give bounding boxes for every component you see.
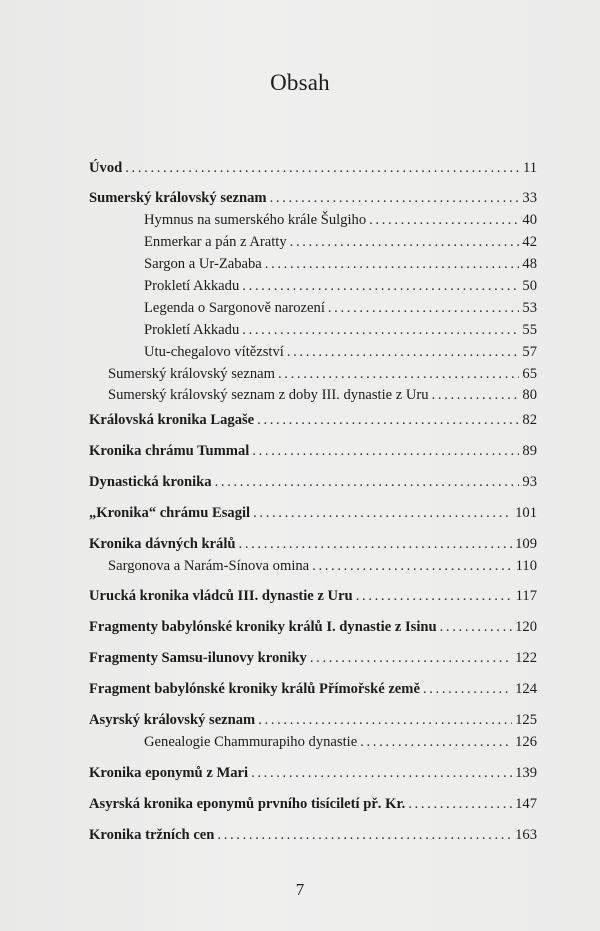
- toc-entry-page: 33: [522, 190, 537, 206]
- toc-entry: [89, 503, 537, 523]
- dot-leader: [239, 534, 513, 554]
- dot-leader: [310, 648, 512, 668]
- toc-entry-title: Sumerský královský seznam: [89, 190, 267, 206]
- toc-entry: [108, 556, 537, 576]
- dot-leader: [440, 617, 512, 637]
- dot-leader: [253, 503, 512, 523]
- dot-leader: [125, 158, 520, 178]
- toc-entry: [89, 586, 537, 606]
- toc-entry-page: 163: [515, 827, 537, 843]
- toc-entry-page: 57: [522, 344, 537, 360]
- page-title: Obsah: [270, 70, 330, 95]
- dot-leader: [287, 342, 520, 362]
- dot-leader: [312, 556, 512, 576]
- toc-entry: [89, 534, 537, 554]
- toc-entry-page: 122: [515, 650, 537, 666]
- toc-entry: [89, 679, 537, 699]
- toc-entry-title: Asyrský královský seznam: [89, 712, 256, 728]
- toc-entry-page: 110: [515, 558, 537, 574]
- dot-leader: [369, 210, 519, 230]
- toc-entry-title: Sumerský královský seznam: [108, 366, 275, 382]
- toc-entry-title: Sargon a Ur-Zababa: [144, 256, 262, 272]
- toc-entry-title: Královská kronika Lagaše: [89, 412, 255, 428]
- toc-entry-title: Fragmenty babylónské kroniky králů I. dynastie z Isinu: [89, 619, 437, 635]
- toc-entry-title: Utu-chegalovo vítězství: [144, 344, 284, 360]
- toc-entry-title: Dynastická kronika: [89, 474, 212, 490]
- toc-entry-page: 120: [515, 619, 537, 635]
- toc-entry-page: 109: [515, 536, 537, 552]
- toc-entry-title: Kronika tržních cen: [89, 827, 215, 843]
- toc-entry: [89, 441, 537, 461]
- toc-entry: [89, 188, 537, 208]
- toc-entry-page: 40: [522, 212, 537, 228]
- toc-entry-page: 11: [522, 160, 537, 176]
- toc-entry: [108, 364, 537, 384]
- toc-entry-page: 139: [515, 765, 537, 781]
- toc-entry: [144, 342, 537, 362]
- toc-entry-title: Fragment babylónské kroniky králů Přímořské země: [89, 681, 420, 697]
- toc-entry-title: Legenda o Sargonově narození: [144, 300, 325, 316]
- toc-entry-title: Kronika dávných králů: [89, 536, 236, 552]
- toc-entry: [89, 158, 537, 178]
- toc-entry-title: Hymnus na sumerského krále Šulgiho: [144, 212, 367, 228]
- toc-entry: [144, 210, 537, 230]
- toc-entry: [89, 617, 537, 637]
- toc-entry-title: Sumerský královský seznam z doby III. dynastie z Uru: [108, 387, 429, 403]
- toc-entry: [144, 732, 537, 752]
- dot-leader: [290, 232, 520, 252]
- dot-leader: [432, 385, 520, 405]
- dot-leader: [217, 825, 512, 845]
- toc-entry: [89, 763, 537, 783]
- toc-entry-page: 101: [515, 505, 537, 521]
- toc-entry-page: 53: [522, 300, 537, 316]
- toc-entry-page: 126: [515, 734, 537, 750]
- toc-entry-page: 42: [522, 234, 537, 250]
- dot-leader: [360, 732, 512, 752]
- dot-leader: [215, 472, 520, 492]
- toc-entry: [89, 710, 537, 730]
- toc-entry-title: Enmerkar a pán z Aratty: [144, 234, 287, 250]
- toc-entry-title: Kronika eponymů z Mari: [89, 765, 249, 781]
- toc-entry-title: Sargonova a Narám-Sínova omina: [108, 558, 310, 574]
- toc-entry: [144, 276, 537, 296]
- toc-entry: [144, 254, 537, 274]
- toc-entry-page: 65: [522, 366, 537, 382]
- dot-leader: [242, 320, 519, 340]
- toc-entry: [89, 410, 537, 430]
- toc-entry: [89, 794, 537, 814]
- dot-leader: [408, 794, 512, 814]
- toc-entry-page: 80: [522, 387, 537, 403]
- dot-leader: [251, 763, 512, 783]
- toc-entry: [144, 232, 537, 252]
- dot-leader: [242, 276, 519, 296]
- toc-entry: [89, 472, 537, 492]
- toc-entry: [144, 298, 537, 318]
- dot-leader: [270, 188, 520, 208]
- toc-entry-page: 82: [522, 412, 537, 428]
- toc-entry-page: 50: [522, 278, 537, 294]
- toc-entry-page: 48: [522, 256, 537, 272]
- dot-leader: [278, 364, 519, 384]
- toc-entry-title: Kronika chrámu Tummal: [89, 443, 250, 459]
- toc-entry-title: „Kronika“ chrámu Esagil: [89, 505, 251, 521]
- toc-entry-page: 124: [515, 681, 537, 697]
- toc-entry-title: Asyrská kronika eponymů prvního tisíciletí př. Kr.: [89, 796, 406, 812]
- dot-leader: [265, 254, 520, 274]
- page-number: 7: [295, 880, 305, 899]
- toc-entry: [108, 385, 537, 405]
- toc-entry-page: 93: [522, 474, 537, 490]
- toc-entry-title: Urucká kronika vládců III. dynastie z Uru: [89, 588, 353, 604]
- dot-leader: [423, 679, 512, 699]
- dot-leader: [257, 410, 519, 430]
- toc-entry-page: 125: [515, 712, 537, 728]
- toc-entry-title: Prokletí Akkadu: [144, 322, 240, 338]
- toc-entry-page: 117: [515, 588, 537, 604]
- toc-entry-title: Prokletí Akkadu: [144, 278, 240, 294]
- toc-entry-page: 147: [515, 796, 537, 812]
- toc-entry-page: 89: [522, 443, 537, 459]
- toc-entry: [144, 320, 537, 340]
- toc-entry-page: 55: [522, 322, 537, 338]
- toc-entry: [89, 825, 537, 845]
- dot-leader: [328, 298, 520, 318]
- toc-entry: [89, 648, 537, 668]
- toc-entry-title: Genealogie Chammurapiho dynastie: [144, 734, 358, 750]
- toc-entry-title: Úvod: [89, 160, 123, 176]
- toc-entry-title: Fragmenty Samsu-ilunovy kroniky: [89, 650, 307, 666]
- dot-leader: [252, 441, 519, 461]
- dot-leader: [258, 710, 512, 730]
- dot-leader: [356, 586, 513, 606]
